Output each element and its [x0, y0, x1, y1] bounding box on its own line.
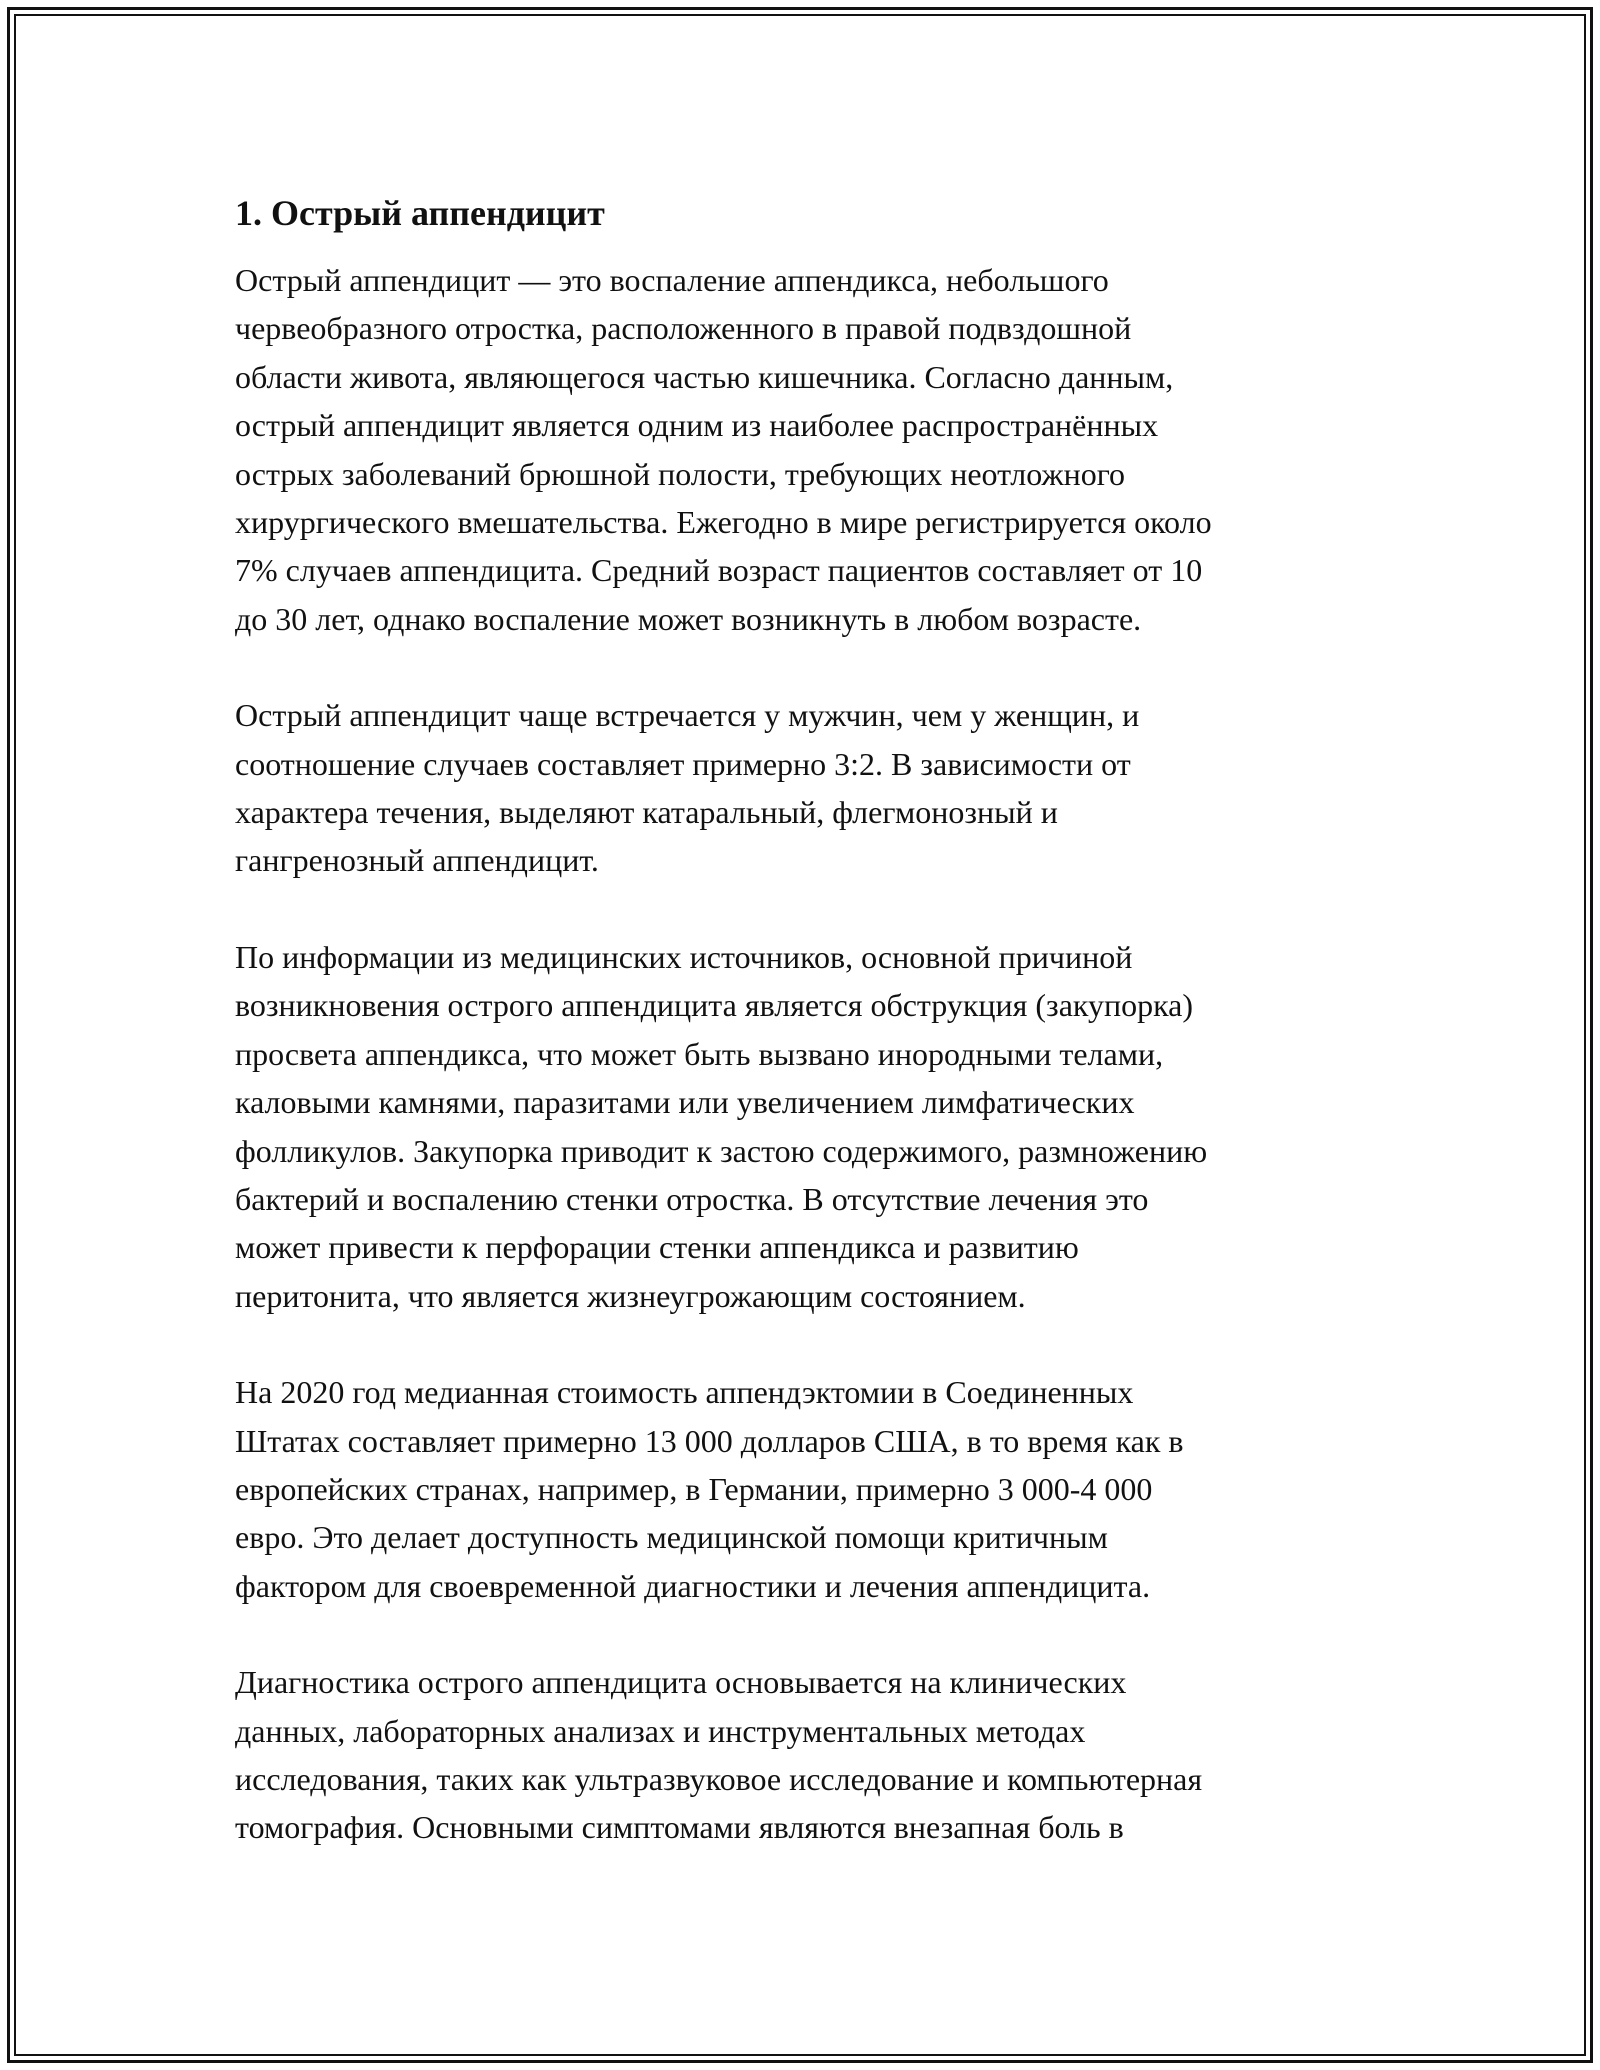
paragraph-spacer	[235, 885, 1375, 933]
text-line: может привести к перфорации стенки аппендикса и развитию	[235, 1229, 1079, 1266]
text-line: фолликулов. Закупорка приводит к застою содержимого, размножению	[235, 1132, 1208, 1169]
text-line: фактором для своевременной диагностики и лечения аппендицита.	[235, 1567, 1151, 1604]
text-line: до 30 лет, однако воспаление может возникнуть в любом возрасте.	[235, 600, 1142, 637]
text-line: соотношение случаев составляет примерно 3:2. В зависимости от	[235, 745, 1131, 782]
paragraph-diagnostics	[235, 1658, 1375, 1852]
text-line: томография. Основными симптомами являются внезапная боль в	[235, 1809, 1124, 1846]
text-line: 7% случаев аппендицита. Средний возраст пациентов составляет от 10	[235, 552, 1203, 589]
text-line: Острый аппендицит чаще встречается у мужчин, чем у женщин, и	[235, 697, 1140, 734]
paragraph-cost	[235, 1368, 1375, 1610]
text-line: евро. Это делает доступность медицинской помощи критичным	[235, 1519, 1108, 1556]
text-line: Штатах составляет примерно 13 000 долларов США, в то время как в	[235, 1422, 1184, 1459]
text-line: червеобразного отростка, расположенного в правой подвздошной	[235, 310, 1132, 347]
text-line: европейских странах, например, в Германии, примерно 3 000-4 000	[235, 1470, 1153, 1507]
paragraph-definition	[235, 256, 1375, 643]
text-line: Диагностика острого аппендицита основывается на клинических	[235, 1664, 1127, 1701]
heading-spacer	[235, 243, 1375, 256]
paragraph-spacer	[235, 643, 1375, 691]
text-line: острый аппендицит является одним из наиболее распространённых	[235, 407, 1159, 444]
section-heading: 1. Острый аппендицит	[235, 193, 605, 233]
text-line: гангренозный аппендицит.	[235, 842, 599, 879]
text-line: Острый аппендицит — это воспаление аппендикса, небольшого	[235, 262, 1109, 298]
text-line: хирургического вмешательства. Ежегодно в мире регистрируется около	[235, 504, 1212, 541]
text-line: перитонита, что является жизнеугрожающим состоянием.	[235, 1277, 1026, 1314]
text-line: исследования, таких как ультразвуковое исследование и компьютерная	[235, 1760, 1203, 1797]
text-line: острых заболеваний брюшной полости, требующих неотложного	[235, 455, 1126, 492]
paragraph-epidemiology	[235, 691, 1375, 885]
paragraph-spacer	[235, 1320, 1375, 1368]
text-line: характера течения, выделяют катаральный, флегмонозный и	[235, 794, 1058, 831]
text-line: По информации из медицинских источников, основной причиной	[235, 938, 1133, 975]
text-line: данных, лабораторных анализах и инструментальных методах	[235, 1712, 1086, 1749]
text-line: просвета аппендикса, что может быть вызвано инородными телами,	[235, 1035, 1164, 1072]
document-body	[235, 183, 1375, 1852]
text-line: каловыми камнями, паразитами или увеличением лимфатических	[235, 1084, 1135, 1121]
text-line: области живота, являющегося частью кишечника. Согласно данным,	[235, 358, 1174, 395]
text-line: бактерий и воспалению стенки отростка. В отсутствие лечения это	[235, 1180, 1149, 1217]
paragraph-etiology	[235, 933, 1375, 1320]
paragraph-spacer	[235, 1610, 1375, 1658]
text-line: возникновения острого аппендицита является обструкция (закупорка)	[235, 987, 1194, 1024]
text-line: На 2020 год медианная стоимость аппендэктомии в Соединенных	[235, 1374, 1134, 1411]
